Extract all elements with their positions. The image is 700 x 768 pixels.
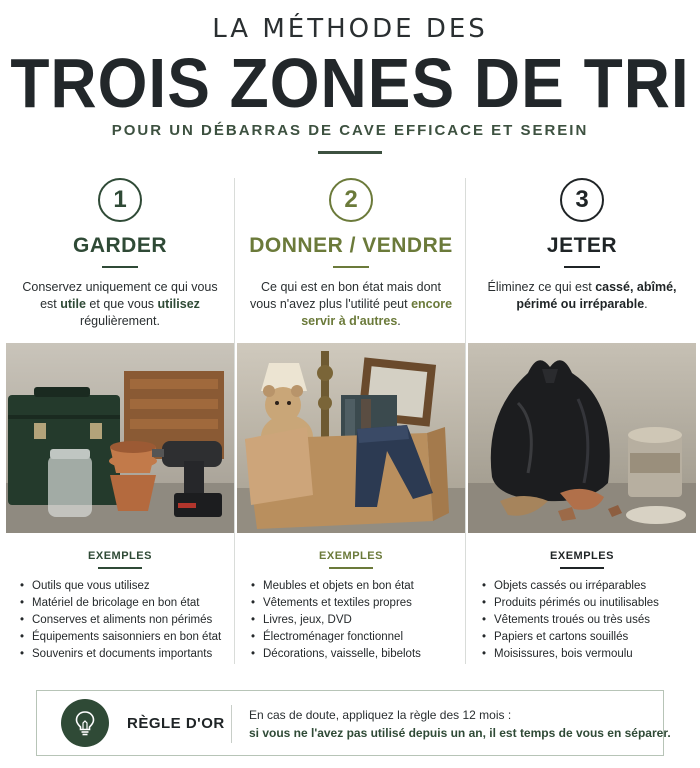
list-item: • Conserves et aliments non périmés	[20, 612, 234, 629]
golden-rule-box	[36, 690, 671, 756]
list-item: • Vêtements et textiles propres	[251, 595, 465, 612]
discard-items-photo	[468, 343, 696, 533]
zone-title: DONNER / VENDRE	[249, 234, 453, 257]
zone-title: GARDER	[72, 234, 167, 257]
zone-donate-sell	[235, 178, 467, 664]
examples-heading: EXEMPLES	[550, 550, 614, 562]
donate-items-photo	[237, 343, 465, 533]
list-item: • Objets cassés ou irréparables	[482, 578, 696, 595]
title-divider	[318, 151, 382, 154]
examples-list	[482, 578, 696, 663]
page-title: TROIS ZONES DE TRI	[10, 44, 690, 122]
pre-title: LA MÉTHODE DES	[212, 14, 488, 44]
step-number-badge: 1	[98, 178, 142, 222]
zone-title-underline	[102, 266, 138, 268]
zone-description: Conservez uniquement ce qui vous est utile et que vous utilisez régulièrement.	[22, 280, 218, 328]
zone-keep	[4, 178, 236, 664]
step-number-badge: 3	[560, 178, 604, 222]
examples-heading: EXEMPLES	[319, 550, 383, 562]
examples-underline	[329, 567, 373, 569]
list-item: • Produits périmés ou inutilisables	[482, 595, 696, 612]
list-item: • Meubles et objets en bon état	[251, 578, 465, 595]
examples-list	[20, 578, 234, 663]
examples-heading: EXEMPLES	[88, 550, 152, 562]
list-item: • Vêtements troués ou très usés	[482, 612, 696, 629]
examples-underline	[98, 567, 142, 569]
golden-rule-title: RÈGLE D'OR	[127, 715, 225, 732]
zone-discard	[466, 178, 698, 664]
list-item: • Électroménager fonctionnel	[251, 629, 465, 646]
zone-description: Ce qui est en bon état mais dont vous n'avez plus l'utilité peut encore servir à d'autres.	[249, 280, 453, 328]
page-subtitle: POUR UN DÉBARRAS DE CAVE EFFICACE ET SEREIN	[111, 122, 589, 139]
golden-rule-emphasis: si vous ne l'avez pas utilisé depuis un an, il est temps de vous en séparer.	[249, 726, 671, 740]
list-item: • Décorations, vaisselle, bibelots	[251, 646, 465, 663]
lightbulb-icon	[61, 699, 109, 747]
list-item: • Papiers et cartons souillés	[482, 629, 696, 646]
list-item: • Moisissures, bois vermoulu	[482, 646, 696, 663]
examples-underline	[560, 567, 604, 569]
golden-rule-text: En cas de doute, appliquez la règle des 12 mois :	[249, 708, 512, 722]
zone-title-underline	[333, 266, 369, 268]
zone-description: Éliminez ce qui est cassé, abîmé, périmé ou irréparable.	[487, 280, 677, 311]
list-item: • Outils que vous utilisez	[20, 578, 234, 595]
zone-title-underline	[564, 266, 600, 268]
step-number-badge: 2	[329, 178, 373, 222]
golden-rule-separator	[231, 705, 232, 743]
examples-list	[251, 578, 465, 663]
list-item: • Équipements saisonniers en bon état	[20, 629, 234, 646]
zone-title: JETER	[546, 234, 618, 257]
list-item: • Souvenirs et documents importants	[20, 646, 234, 663]
list-item: • Matériel de bricolage en bon état	[20, 595, 234, 612]
keep-items-photo	[6, 343, 234, 533]
list-item: • Livres, jeux, DVD	[251, 612, 465, 629]
